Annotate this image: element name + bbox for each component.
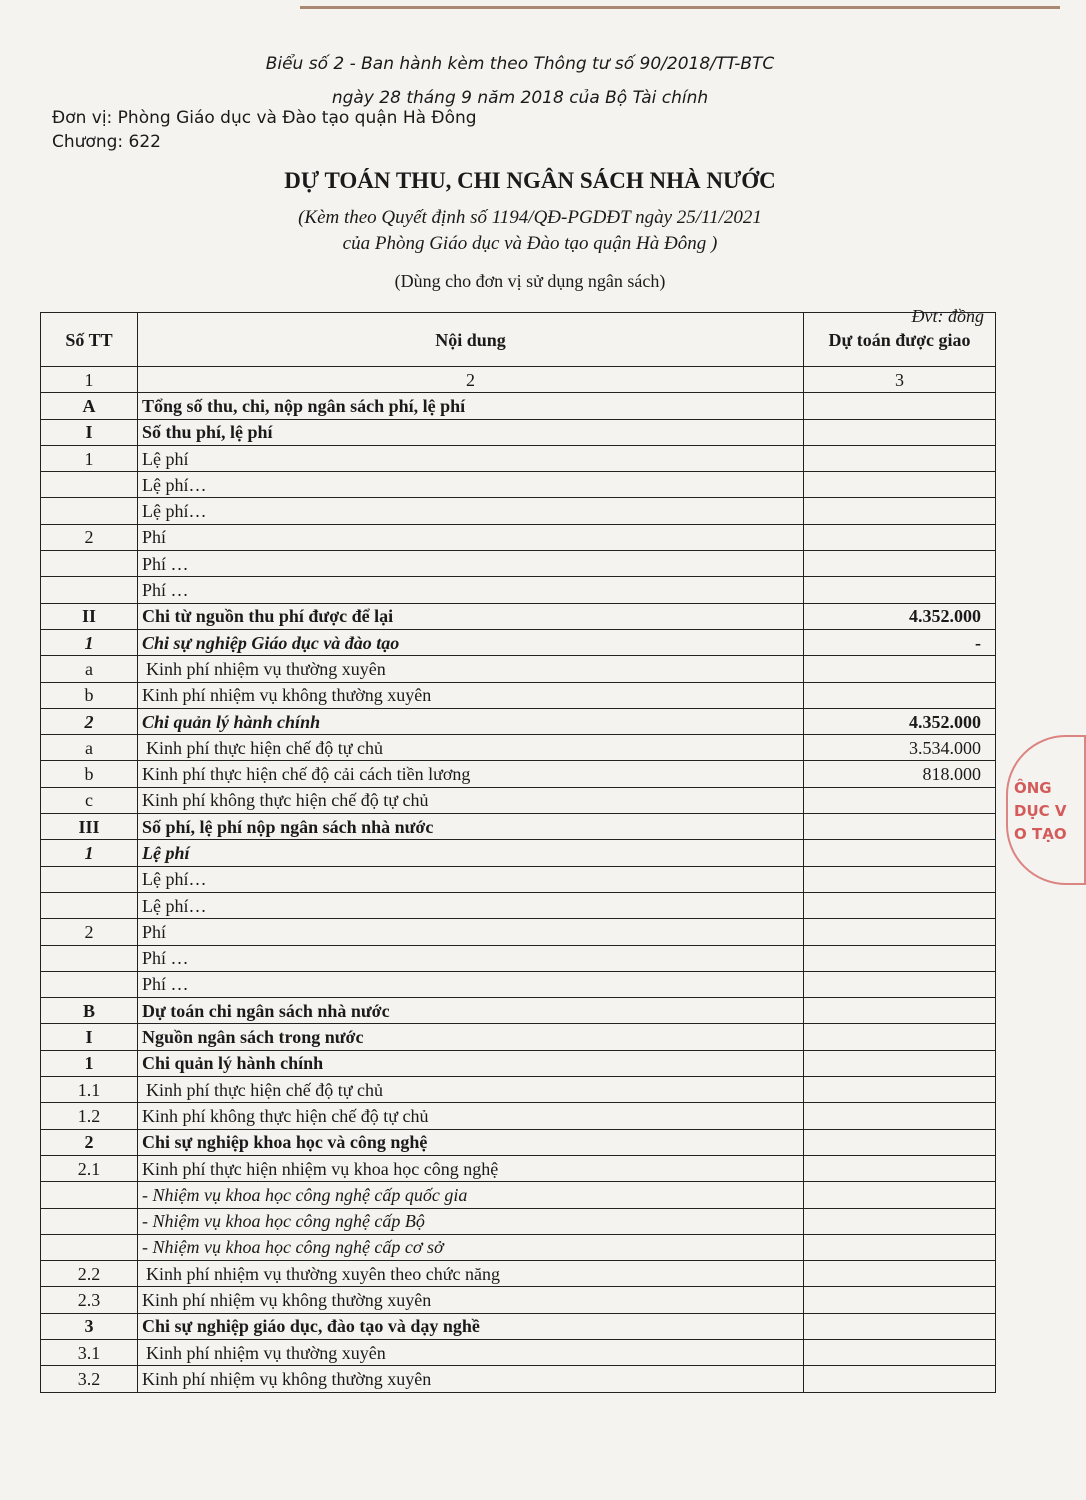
- row-content: Kinh phí không thực hiện chế độ tự chủ: [138, 1103, 804, 1129]
- currency-unit: Đvt: đồng: [911, 306, 984, 326]
- row-stt: 1.1: [41, 1077, 138, 1103]
- row-content: Phí …: [138, 945, 804, 971]
- row-stt: [41, 892, 138, 918]
- row-stt: [41, 1182, 138, 1208]
- table-row: [41, 524, 996, 550]
- row-amount: [804, 814, 996, 840]
- table-row: [41, 1077, 996, 1103]
- row-amount: [804, 1182, 996, 1208]
- stamp-text: O TẠO: [1014, 825, 1067, 843]
- row-content: Lệ phí…: [138, 498, 804, 524]
- row-stt: c: [41, 787, 138, 813]
- table-row: [41, 551, 996, 577]
- table-row: [41, 629, 996, 655]
- row-amount: 3.534.000: [804, 735, 996, 761]
- row-content: Chi sự nghiệp khoa học và công nghệ: [138, 1129, 804, 1155]
- row-stt: 1: [41, 840, 138, 866]
- row-content: Phí …: [138, 971, 804, 997]
- row-amount: [804, 1313, 996, 1339]
- row-amount: [804, 445, 996, 471]
- row-amount: [804, 656, 996, 682]
- row-content: Chi sự nghiệp Giáo dục và đào tạo: [138, 629, 804, 655]
- table-row: [41, 971, 996, 997]
- row-content: Kinh phí nhiệm vụ thường xuyên theo chức năng: [138, 1261, 804, 1287]
- stamp-text: DỤC V: [1014, 802, 1067, 820]
- row-amount: [804, 892, 996, 918]
- row-amount: 818.000: [804, 761, 996, 787]
- row-amount: [804, 1129, 996, 1155]
- table-row: [41, 419, 996, 445]
- table-row: [41, 1024, 996, 1050]
- row-stt: [41, 866, 138, 892]
- row-stt: [41, 971, 138, 997]
- usage-note: (Dùng cho đơn vị sử dụng ngân sách): [394, 271, 666, 291]
- row-content: Số thu phí, lệ phí: [138, 419, 804, 445]
- table-row: [41, 814, 996, 840]
- table-row: [41, 945, 996, 971]
- row-stt: 1.2: [41, 1103, 138, 1129]
- row-content: Lệ phí: [138, 840, 804, 866]
- row-content: Kinh phí thực hiện chế độ tự chủ: [138, 1077, 804, 1103]
- table-row: [41, 682, 996, 708]
- table-row: [41, 577, 996, 603]
- table-row: [41, 1182, 996, 1208]
- row-content: - Nhiệm vụ khoa học công nghệ cấp quốc gia: [138, 1182, 804, 1208]
- row-amount: [804, 840, 996, 866]
- column-number: 3: [804, 367, 996, 393]
- header-amount: Dự toán được giao: [804, 313, 996, 367]
- document-title: DỰ TOÁN THU, CHI NGÂN SÁCH NHÀ NƯỚC: [284, 168, 776, 193]
- table-row: [41, 1261, 996, 1287]
- table-row: [41, 393, 996, 419]
- row-stt: [41, 472, 138, 498]
- table-row: [41, 1366, 996, 1392]
- page-edge-line: [300, 6, 1060, 9]
- row-content: Nguồn ngân sách trong nước: [138, 1024, 804, 1050]
- table-row: [41, 603, 996, 629]
- row-amount: -: [804, 629, 996, 655]
- row-amount: [804, 919, 996, 945]
- row-content: Tổng số thu, chi, nộp ngân sách phí, lệ phí: [138, 393, 804, 419]
- table-row: [41, 1208, 996, 1234]
- table-row: [41, 445, 996, 471]
- row-stt: 1: [41, 445, 138, 471]
- column-number-row: [41, 367, 996, 393]
- row-content: Kinh phí nhiệm vụ không thường xuyên: [138, 682, 804, 708]
- row-content: Kinh phí thực hiện chế độ tự chủ: [138, 735, 804, 761]
- row-content: Kinh phí nhiệm vụ thường xuyên: [138, 656, 804, 682]
- row-amount: [804, 551, 996, 577]
- row-amount: [804, 524, 996, 550]
- red-seal-stamp: [1006, 735, 1086, 885]
- table-row: [41, 708, 996, 734]
- table-row: [41, 656, 996, 682]
- row-amount: [804, 472, 996, 498]
- budget-table-body: [41, 313, 996, 1393]
- row-stt: 3.2: [41, 1366, 138, 1392]
- row-stt: II: [41, 603, 138, 629]
- row-stt: b: [41, 761, 138, 787]
- row-content: Chi sự nghiệp giáo dục, đào tạo và dạy nghề: [138, 1313, 804, 1339]
- row-amount: 4.352.000: [804, 708, 996, 734]
- row-stt: a: [41, 656, 138, 682]
- table-row: [41, 1287, 996, 1313]
- row-stt: III: [41, 814, 138, 840]
- row-content: Phí: [138, 524, 804, 550]
- table-row: [41, 919, 996, 945]
- row-stt: 1: [41, 629, 138, 655]
- table-row: [41, 1339, 996, 1365]
- row-amount: [804, 998, 996, 1024]
- table-row: [41, 1103, 996, 1129]
- row-content: Kinh phí nhiệm vụ thường xuyên: [138, 1339, 804, 1365]
- row-content: Số phí, lệ phí nộp ngân sách nhà nước: [138, 814, 804, 840]
- row-stt: [41, 577, 138, 603]
- row-amount: [804, 787, 996, 813]
- column-number: 1: [41, 367, 138, 393]
- row-amount: [804, 419, 996, 445]
- row-content: Kinh phí nhiệm vụ không thường xuyên: [138, 1366, 804, 1392]
- row-amount: [804, 1261, 996, 1287]
- row-content: Kinh phí thực hiện nhiệm vụ khoa học công nghệ: [138, 1155, 804, 1181]
- row-amount: [804, 1050, 996, 1076]
- row-stt: 3: [41, 1313, 138, 1339]
- row-content: Lệ phí…: [138, 472, 804, 498]
- table-row: [41, 472, 996, 498]
- row-stt: 3.1: [41, 1339, 138, 1365]
- row-stt: 2: [41, 919, 138, 945]
- row-content: Chi từ nguồn thu phí được để lại: [138, 603, 804, 629]
- row-stt: 2: [41, 708, 138, 734]
- row-content: Kinh phí thực hiện chế độ cải cách tiền lương: [138, 761, 804, 787]
- row-stt: 2.2: [41, 1261, 138, 1287]
- row-content: - Nhiệm vụ khoa học công nghệ cấp cơ sở: [138, 1234, 804, 1260]
- table-row: [41, 1313, 996, 1339]
- row-stt: I: [41, 419, 138, 445]
- unit-name: Đơn vị: Phòng Giáo dục và Đào tạo quận Hà Đông: [52, 108, 477, 128]
- row-amount: [804, 1234, 996, 1260]
- row-content: Dự toán chi ngân sách nhà nước: [138, 998, 804, 1024]
- table-row: [41, 735, 996, 761]
- reference-line-2: ngày 28 tháng 9 năm 2018 của Bộ Tài chính: [331, 88, 709, 108]
- row-amount: [804, 393, 996, 419]
- row-stt: b: [41, 682, 138, 708]
- row-content: Chi quản lý hành chính: [138, 1050, 804, 1076]
- row-amount: [804, 1077, 996, 1103]
- row-amount: [804, 1339, 996, 1365]
- table-row: [41, 892, 996, 918]
- row-stt: B: [41, 998, 138, 1024]
- row-content: Kinh phí không thực hiện chế độ tự chủ: [138, 787, 804, 813]
- table-row: [41, 998, 996, 1024]
- reference-line-1: Biểu số 2 - Ban hành kèm theo Thông tư số 90/2018/TT-BTC: [265, 54, 775, 74]
- row-amount: [804, 577, 996, 603]
- row-stt: 2.3: [41, 1287, 138, 1313]
- row-stt: A: [41, 393, 138, 419]
- row-amount: 4.352.000: [804, 603, 996, 629]
- row-stt: 2: [41, 1129, 138, 1155]
- row-content: Phí …: [138, 551, 804, 577]
- row-content: - Nhiệm vụ khoa học công nghệ cấp Bộ: [138, 1208, 804, 1234]
- table-header-row: [41, 313, 996, 367]
- row-amount: [804, 945, 996, 971]
- row-stt: I: [41, 1024, 138, 1050]
- row-stt: 2: [41, 524, 138, 550]
- row-stt: 2.1: [41, 1155, 138, 1181]
- table-row: [41, 1234, 996, 1260]
- row-content: Lệ phí…: [138, 866, 804, 892]
- table-row: [41, 1155, 996, 1181]
- row-amount: [804, 1103, 996, 1129]
- table-row: [41, 840, 996, 866]
- chapter-code: Chương: 622: [52, 132, 161, 152]
- decision-line-2: của Phòng Giáo dục và Đào tạo quận Hà Đông ): [342, 233, 718, 254]
- row-amount: [804, 498, 996, 524]
- table-row: [41, 787, 996, 813]
- decision-line-1: (Kèm theo Quyết định số 1194/QĐ-PGDĐT ngày 25/11/2021: [298, 207, 762, 228]
- row-stt: [41, 945, 138, 971]
- row-content: Lệ phí…: [138, 892, 804, 918]
- table-row: [41, 498, 996, 524]
- table-row: [41, 761, 996, 787]
- header-content: Nội dung: [138, 313, 804, 367]
- stamp-text: ÔNG: [1014, 779, 1052, 797]
- budget-table: [40, 312, 996, 1393]
- row-stt: a: [41, 735, 138, 761]
- row-content: Chi quản lý hành chính: [138, 708, 804, 734]
- row-amount: [804, 866, 996, 892]
- row-amount: [804, 1366, 996, 1392]
- row-stt: [41, 1234, 138, 1260]
- row-amount: [804, 1155, 996, 1181]
- column-number: 2: [138, 367, 804, 393]
- row-amount: [804, 1024, 996, 1050]
- row-content: Kinh phí nhiệm vụ không thường xuyên: [138, 1287, 804, 1313]
- header-stt: Số TT: [41, 313, 138, 367]
- row-stt: 1: [41, 1050, 138, 1076]
- table-row: [41, 866, 996, 892]
- row-amount: [804, 1208, 996, 1234]
- row-stt: [41, 1208, 138, 1234]
- row-amount: [804, 971, 996, 997]
- table-row: [41, 1129, 996, 1155]
- row-stt: [41, 498, 138, 524]
- row-amount: [804, 1287, 996, 1313]
- row-stt: [41, 551, 138, 577]
- row-content: Phí …: [138, 577, 804, 603]
- table-row: [41, 1050, 996, 1076]
- row-content: Lệ phí: [138, 445, 804, 471]
- row-content: Phí: [138, 919, 804, 945]
- row-amount: [804, 682, 996, 708]
